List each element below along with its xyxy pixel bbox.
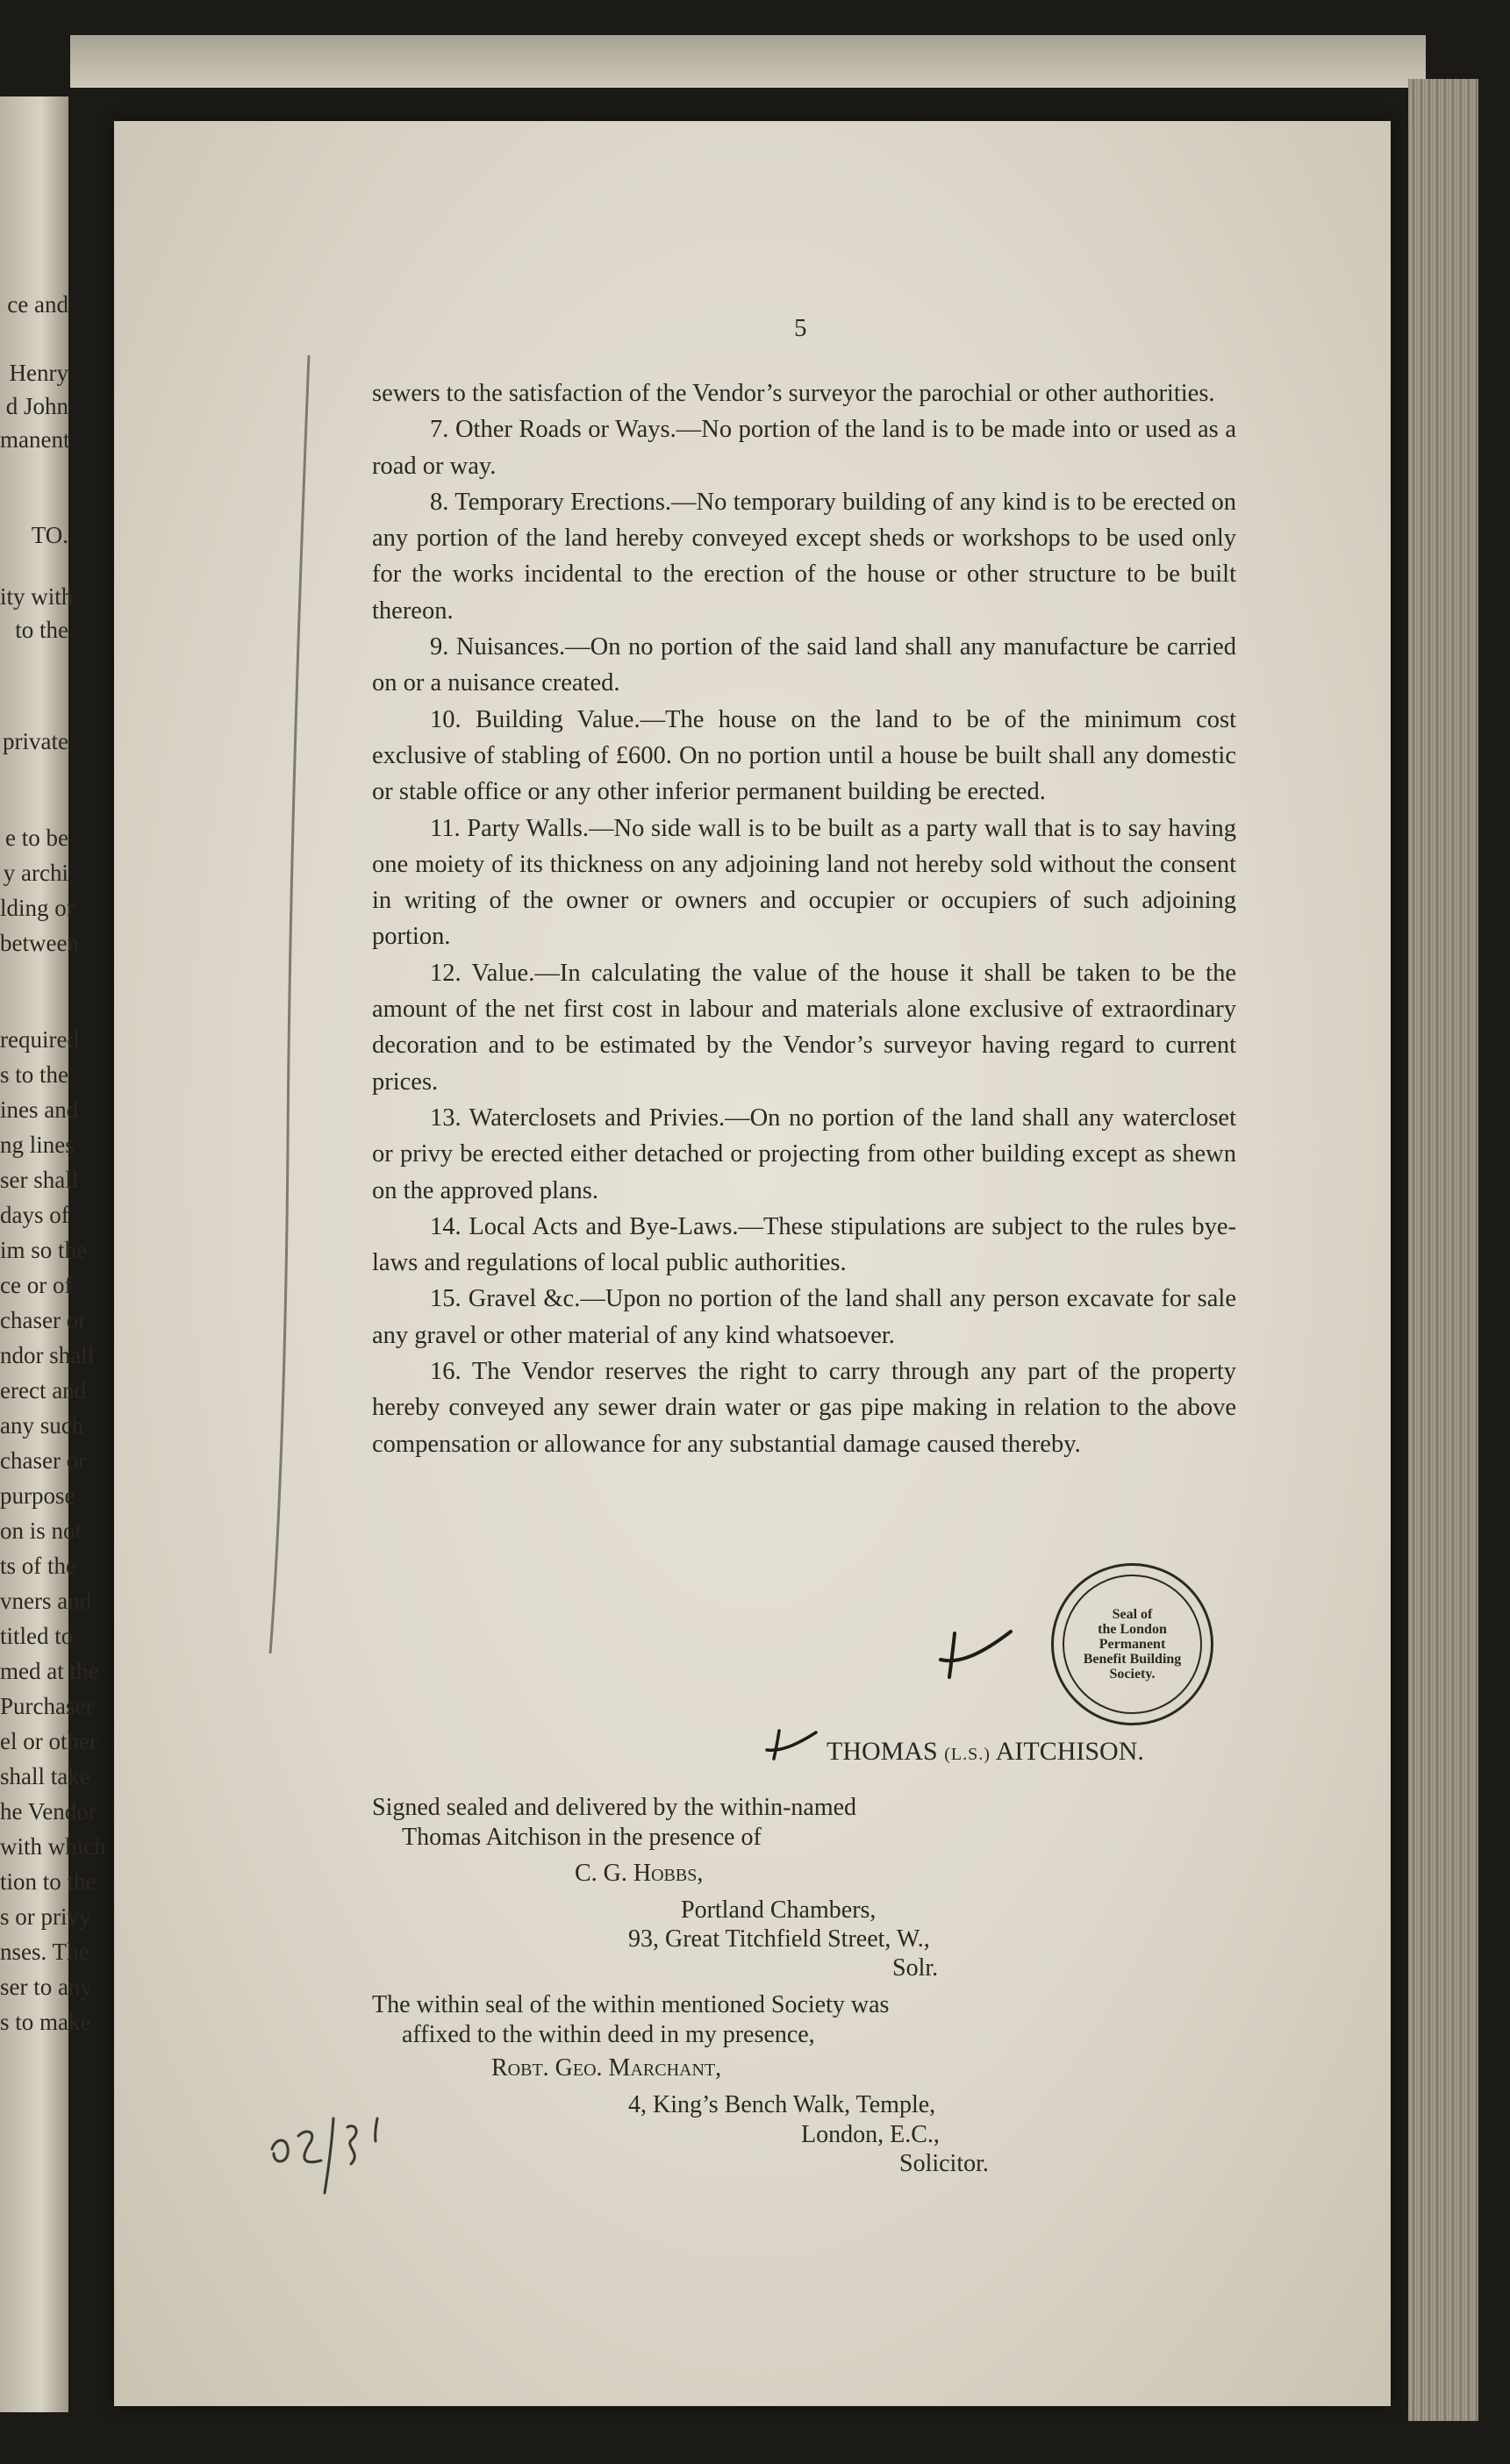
left-page-text-fragment: private — [3, 728, 68, 754]
left-page-text-fragment: erect and — [0, 1377, 87, 1403]
left-page-text-fragment: ng lines — [0, 1132, 75, 1158]
clause-7: 7. Other Roads or Ways.—No portion of the land is to be made into or used as a road or way. — [372, 416, 1236, 480]
witness-address: Portland Chambers, — [681, 1896, 877, 1924]
handwritten-mark-icon — [932, 1616, 1028, 1686]
left-page-text-fragment: any such — [0, 1412, 84, 1439]
clause-10: 10. Building Value.—The house on the land to be of the minimum cost exclusive of stabling of £600. On no portion until a house be built shall any domestic or stable office or any other inferior permanent building be erected. — [372, 705, 1236, 806]
witness-name: C. G. Hobbs, — [575, 1860, 704, 1887]
page-stack-right-edge — [1408, 79, 1478, 2421]
left-page-text-fragment: purpose — [0, 1482, 75, 1509]
witness-name: Robt. Geo. Marchant, — [491, 2054, 722, 2082]
pencil-annotation-icon — [263, 2083, 404, 2197]
clause-15: 15. Gravel &c.—Upon no portion of the land shall any person excavate for sale any gravel or other material of any kind whatsoever. — [372, 1285, 1236, 1349]
locus-sigilli: (L.S.) — [944, 1745, 991, 1764]
left-page-text-fragment: e to be — [5, 825, 68, 851]
left-page-text-fragment: s to make — [0, 2009, 91, 2035]
witness-role: Solr. — [892, 1954, 939, 1982]
seal-text: Seal of the London Permanent Benefit Building Society. — [1083, 1607, 1182, 1682]
left-page-text-fragment: ts of the — [0, 1553, 76, 1579]
clause-13: 13. Waterclosets and Privies.—On no portion of the land shall any watercloset or privy be erected either detached or projecting from other building except as shewn on the approved plans. — [372, 1103, 1236, 1204]
left-page-text-fragment: im so the — [0, 1237, 87, 1263]
left-page-text-fragment: ser to any — [0, 1974, 92, 2000]
left-page-text-fragment: nses. The — [0, 1939, 89, 1965]
witness-address: London, E.C., — [801, 2121, 940, 2148]
left-page-text-fragment: to the — [15, 617, 68, 643]
signature-line — [827, 1737, 1144, 1767]
left-page-text-fragment: Purchaser — [0, 1693, 94, 1719]
left-page-text-fragment: he Vendor — [0, 1798, 97, 1825]
left-page-text-fragment: days of — [0, 1202, 69, 1228]
left-page-text-fragment: ce and — [7, 291, 68, 318]
clause-12: 12. Value.—In calculating the value of the house it shall be taken to be the amount of the net first cost in labour and materials alone exclusive of extraordinary decoration and to be estimated by the Vendor’s surveyor having regard to current prices. — [372, 959, 1236, 1096]
left-page-text-fragment: on is not — [0, 1518, 82, 1544]
paragraph-continuation: sewers to the satisfaction of the Vendor’s surveyor the parochial or other authorities. — [372, 380, 1215, 407]
clause-11: 11. Party Walls.—No side wall is to be built as a party wall that is to say having one moiety of its thickness on any adjoining land not hereby sold without the consent in writing of the owner or owners and occupier or occupiers of such adjoining portion. — [372, 814, 1236, 951]
left-page-text-fragment: vners and — [0, 1588, 92, 1614]
handwritten-cross-icon — [762, 1724, 823, 1768]
left-page-text-fragment: manent — [0, 426, 70, 453]
page-number: 5 — [794, 314, 807, 342]
society-seal — [1051, 1563, 1213, 1725]
pencil-margin-line — [263, 355, 316, 1653]
left-page-text-fragment: TO. — [31, 522, 68, 548]
left-page-text-fragment: ines and — [0, 1096, 79, 1123]
attestation-line: Thomas Aitchison in the presence of — [402, 1824, 762, 1851]
left-page-text-fragment: Henry — [9, 360, 68, 386]
signatory-first-name: THOMAS — [827, 1737, 938, 1766]
attestation-line: Signed sealed and delivered by the within-named — [372, 1794, 857, 1821]
attestation-line: affixed to the within deed in my presence, — [402, 2021, 815, 2048]
left-page-text-fragment: required — [0, 1026, 79, 1053]
left-page-text-fragment: ity with — [0, 583, 74, 610]
left-facing-page — [0, 96, 106, 2412]
page-stack-top-edge — [70, 35, 1426, 88]
left-page-text-fragment: titled to — [0, 1623, 74, 1649]
attestation-line: The within seal of the within mentioned Society was — [372, 1991, 890, 2018]
left-page-text-fragment: chaser or — [0, 1447, 87, 1474]
left-page-text-fragment: ser shall — [0, 1167, 79, 1193]
left-page-text-fragment: el or other — [0, 1728, 97, 1754]
deed-body-text — [372, 375, 1236, 1462]
left-page-text-fragment: shall take — [0, 1763, 90, 1789]
clause-14: 14. Local Acts and Bye-Laws.—These stipulations are subject to the rules bye-laws and regulations of local public authorities. — [372, 1212, 1236, 1277]
left-page-text-fragment: ce or of — [0, 1272, 73, 1298]
witness-address: 93, Great Titchfield Street, W., — [628, 1925, 930, 1953]
left-page-text-fragment: y archi — [3, 860, 68, 886]
left-page-text-fragment: s or privy — [0, 1903, 91, 1930]
left-page-text-fragment: chaser or — [0, 1307, 87, 1333]
left-page-text-fragment: ndor shall — [0, 1342, 95, 1368]
witness-address: 4, King’s Bench Walk, Temple, — [628, 2091, 936, 2118]
left-page-text-fragment: lding or — [0, 895, 75, 921]
witness-role: Solicitor. — [899, 2150, 989, 2177]
left-page-text-fragment: s to the — [0, 1061, 68, 1088]
clause-8: 8. Temporary Erections.—No temporary building of any kind is to be erected on any portion of the land hereby conveyed except sheds or workshops to be used only for the works incidental to the erection of the house or other structure to be built thereon. — [372, 488, 1236, 625]
left-page-text-fragment: d John — [5, 393, 68, 419]
left-page-text-fragment: tion to the — [0, 1868, 97, 1895]
left-page-text-fragment: med at the — [0, 1658, 99, 1684]
clause-16: 16. The Vendor reserves the right to carry through any part of the property hereby conveyed any sewer drain water or gas pipe making in relation to the above compensation or allowance for any substantial damage caused thereby. — [372, 1358, 1236, 1458]
left-page-text-fragment: between — [0, 930, 79, 956]
left-page-text-fragment: with which — [0, 1833, 106, 1860]
clause-9: 9. Nuisances.—On no portion of the said land shall any manufacture be carried on or a nuisance created. — [372, 633, 1236, 697]
signatory-last-name: AITCHISON. — [995, 1737, 1144, 1766]
